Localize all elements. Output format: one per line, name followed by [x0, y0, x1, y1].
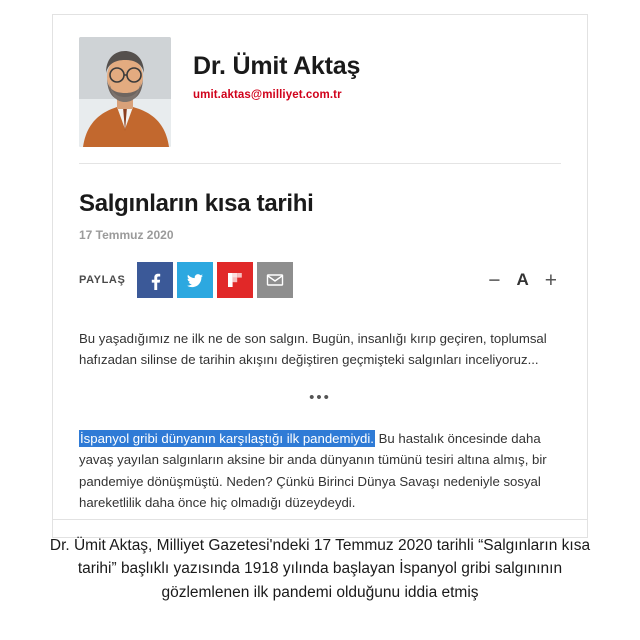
- paragraph-1: Bu yaşadığımız ne ilk ne de son salgın. Bugün, insanlığı kırıp geçiren, toplumsal hafızadan silinse de tarihin akışını değiştiren geçmişteki salgınları inceliyoruz...: [79, 331, 547, 368]
- flipboard-icon: [225, 270, 245, 290]
- paragraph-2: [79, 428, 561, 514]
- article-body: [53, 328, 587, 537]
- mail-icon: [265, 270, 285, 290]
- share-flipboard-button[interactable]: [217, 262, 253, 298]
- page-title: Salgınların kısa tarihi: [79, 190, 314, 217]
- increase-font-button[interactable]: +: [544, 268, 557, 292]
- article-date: 17 Temmuz 2020: [79, 228, 174, 242]
- share-bar: [79, 262, 561, 298]
- highlighted-sentence: İspanyol gribi dünyanın karşılaştığı ilk pandemiydi.: [80, 430, 374, 446]
- font-size-tools: [488, 270, 561, 291]
- avatar: [79, 37, 171, 147]
- image-caption: Dr. Ümit Aktaş, Milliyet Gazetesi'ndeki 17 Temmuz 2020 tarihli “Salgınların kısa tarihi” başlıklı yazısında 1918 yılında başlayan İspanyol gribi salgınının gözlemlenen ilk pandemi olduğunu iddia etmiş: [49, 537, 591, 601]
- font-size-label: A: [516, 270, 529, 289]
- author-email[interactable]: umit.aktas@milliyet.com.tr: [193, 88, 342, 101]
- paragraph-2-rest: Bu hastalık öncesinde daha yavaş yayılan salgınların aksine bir anda dünyanın tümünü tesiri altına almış, bir pandemiye dönüşmüştü. Neden? Çünkü Birinci Dünya Savaşı nedeniyle sosyal hareketlilik daha önce hiç olmadığı düzeydeydi.: [79, 430, 547, 510]
- caption-divider: [52, 519, 588, 520]
- decrease-font-button[interactable]: −: [488, 268, 501, 292]
- share-twitter-button[interactable]: [177, 262, 213, 298]
- author-header: [53, 15, 587, 163]
- article-header: [53, 164, 587, 306]
- twitter-icon: [185, 270, 205, 290]
- article-card: [52, 14, 588, 538]
- author-name: Dr. Ümit Aktaş: [193, 52, 361, 80]
- ellipsis-separator: •••: [309, 388, 331, 406]
- facebook-icon: [145, 270, 165, 290]
- share-mail-button[interactable]: [257, 262, 293, 298]
- author-meta: [171, 37, 360, 101]
- share-label: PAYLAŞ: [79, 274, 126, 286]
- share-facebook-button[interactable]: [137, 262, 173, 298]
